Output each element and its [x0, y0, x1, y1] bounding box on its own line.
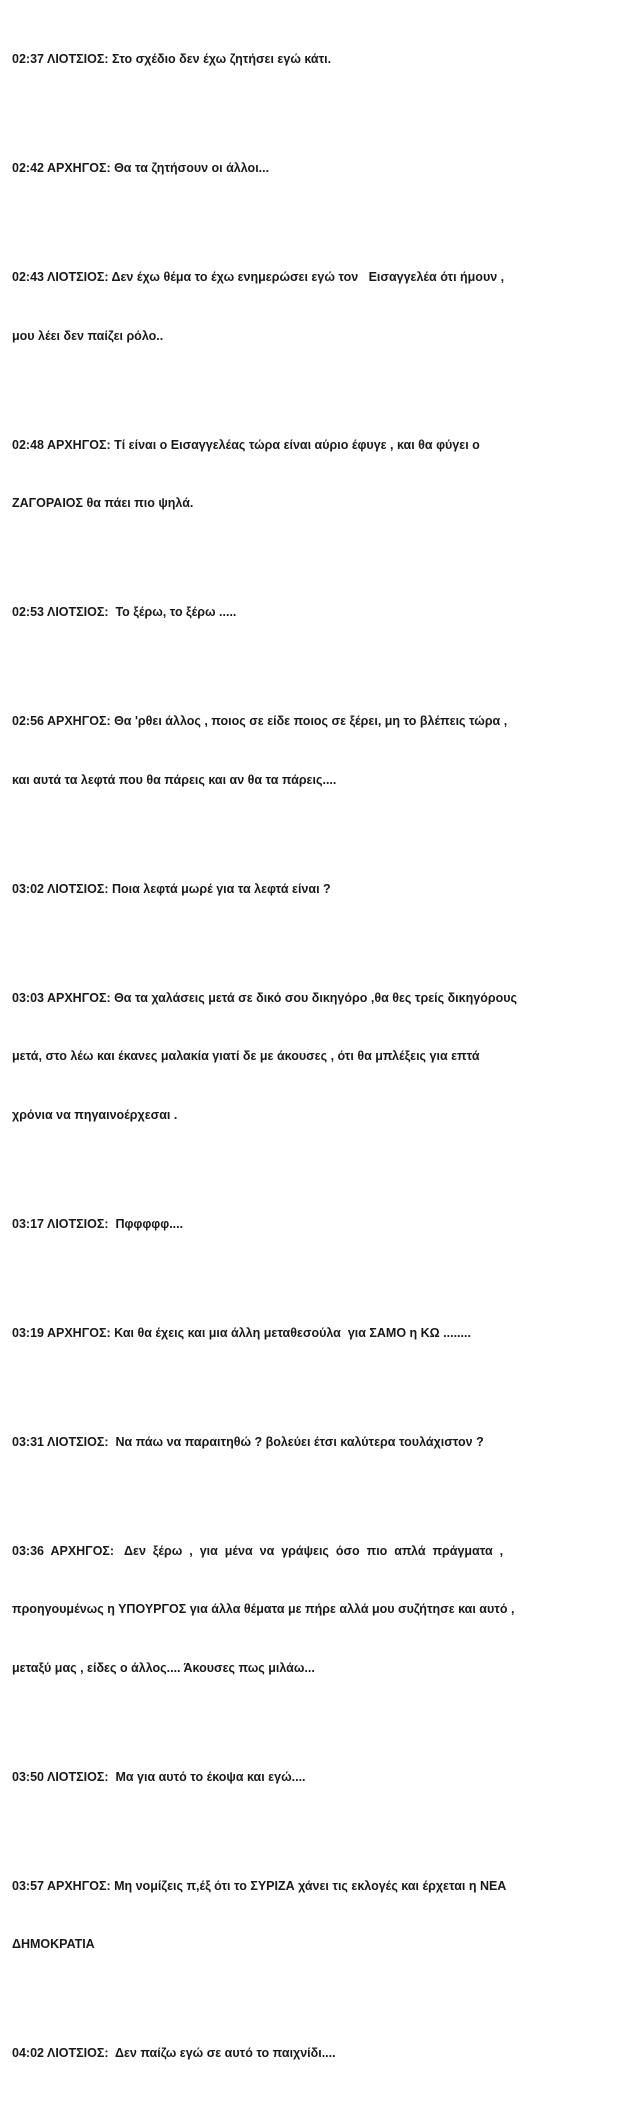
transcript-document [12, 11, 610, 2114]
transcript-line: 02:53 ΛΙΟΤΣΙΟΣ: Το ξέρω, το ξέρω ..... [12, 605, 237, 619]
transcript-line: 03:57 ΑΡΧΗΓΟΣ: Μη νομίζεις π,έξ ότι το ΣΥΡΙΖΑ χάνει τις εκλογές και έρχεται η ΝΕΑ [12, 1878, 507, 1893]
transcript-line: 04:02 ΛΙΟΤΣΙΟΣ: Δεν παίζω εγώ σε αυτό το παιχνίδι.... [12, 2046, 336, 2060]
transcript-entry [12, 673, 610, 829]
transcript-line: ΖΑΓΟΡΑΙΟΣ θα πάει πιο ψηλά. [12, 496, 194, 510]
transcript-line: προηγουμένως η ΥΠΟΥΡΓΟΣ για άλλα θέματα με πήρε αλλά μου συζήτησε και αυτό , [12, 1602, 515, 1616]
transcript-entry [12, 229, 610, 385]
transcript-entry [12, 1729, 610, 1827]
transcript-entry [12, 120, 610, 218]
transcript-line: και αυτά τα λεφτά που θα πάρεις και αν θα τα πάρεις.... [12, 772, 337, 787]
transcript-line: μου λέει δεν παίζει ρόλο.. [12, 328, 164, 343]
transcript-line: 03:31 ΛΙΟΤΣΙΟΣ: Να πάω να παραιτηθώ ? βολεύει έτσι καλύτερα τουλάχιστον ? [12, 1434, 484, 1449]
transcript-line: μεταξύ μας , είδες ο άλλος.... Άκουσες πως μιλάω... [12, 1660, 315, 1675]
transcript-line: 02:43 ΛΙΟΤΣΙΟΣ: Δεν έχω θέμα το έχω ενημερώσει εγώ τον Εισαγγελέα ότι ήμουν , [12, 270, 505, 284]
transcript-entry [12, 950, 610, 1165]
transcript-entry [12, 841, 610, 939]
transcript-entry [12, 2005, 610, 2103]
transcript-line: 02:48 ΑΡΧΗΓΟΣ: Τί είναι ο Εισαγγελέας τώρα είναι αύριο έφυγε , και θα φύγει ο [12, 437, 480, 452]
transcript-line: 03:19 ΑΡΧΗΓΟΣ: Και θα έχεις και μια άλλη μεταθεσούλα για ΣΑΜΟ η ΚΩ ........ [12, 1325, 471, 1340]
transcript-entry [12, 564, 610, 662]
transcript-line: μετά, στο λέω και έκανες μαλακία γιατί δε με άκουσες , ότι θα μπλέξεις για επτά [12, 1049, 480, 1063]
transcript-line: ΔΗΜΟΚΡΑΤΙΑ [12, 1937, 95, 1951]
transcript-line: 03:03 ΑΡΧΗΓΟΣ: Θα τα χαλάσεις μετά σε δικό σου δικηγόρο ,θα θες τρείς δικηγόρους [12, 990, 517, 1005]
transcript-line: 02:56 ΑΡΧΗΓΟΣ: Θα 'ρθει άλλος , ποιος σε είδε ποιος σε ξέρει, μη το βλέπεις τώρα , [12, 714, 508, 728]
transcript-line: 02:42 ΑΡΧΗΓΟΣ: Θα τα ζητήσουν οι άλλοι... [12, 161, 270, 175]
transcript-entry [12, 1176, 610, 1274]
transcript-entry [12, 397, 610, 553]
transcript-line: 03:36 ΑΡΧΗΓΟΣ: Δεν ξέρω , για μένα να γράψεις όσο πιο απλά πράγματα , [12, 1543, 504, 1558]
transcript-line: 03:02 ΛΙΟΤΣΙΟΣ: Ποια λεφτά μωρέ για τα λεφτά είναι ? [12, 881, 331, 896]
transcript-entry [12, 1838, 610, 1994]
transcript-line: χρόνια να πηγαινοέρχεσαι . [12, 1107, 178, 1122]
transcript-entry [12, 1285, 610, 1383]
transcript-entry [12, 1503, 610, 1718]
transcript-line: 03:17 ΛΙΟΤΣΙΟΣ: Πφφφφφ.... [12, 1216, 184, 1231]
transcript-entry [12, 11, 610, 109]
transcript-line: 03:50 ΛΙΟΤΣΙΟΣ: Μα για αυτό το έκοψα και εγώ.... [12, 1769, 306, 1784]
transcript-line: 02:37 ΛΙΟΤΣΙΟΣ: Στο σχέδιο δεν έχω ζητήσει εγώ κάτι. [12, 52, 332, 66]
transcript-entry [12, 1394, 610, 1492]
